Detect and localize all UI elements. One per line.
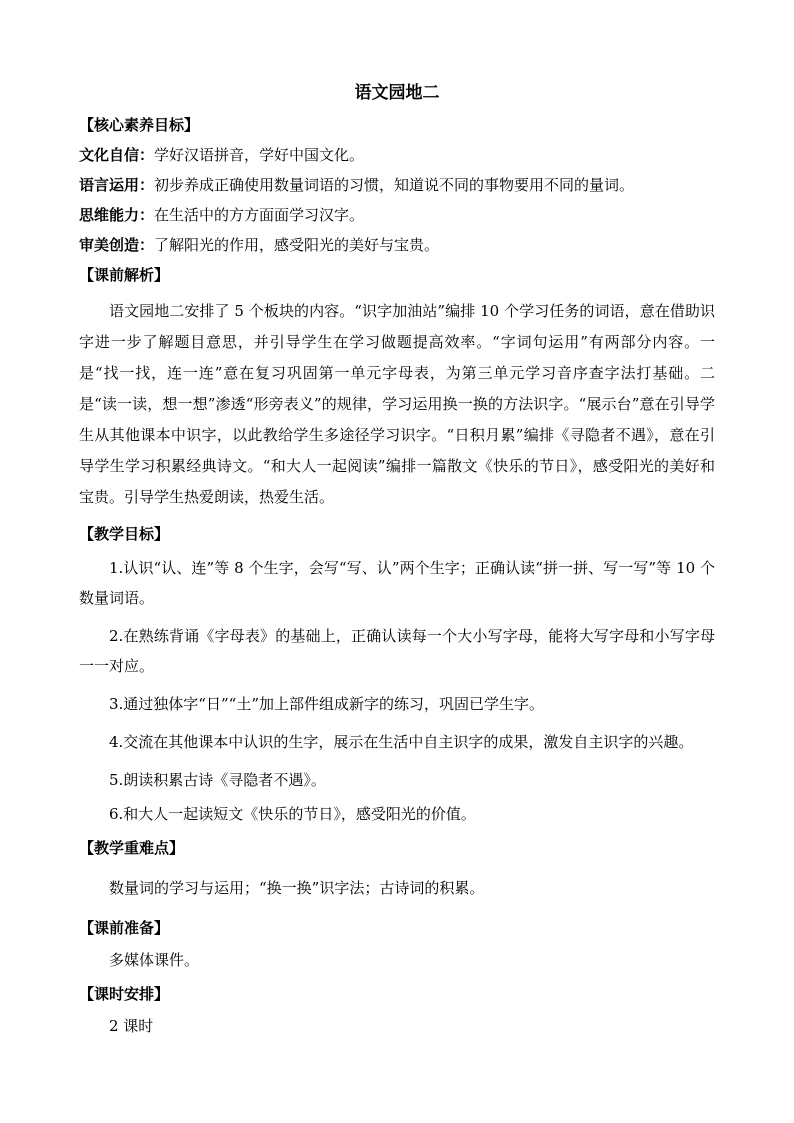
- preparation-heading: 【课前准备】: [79, 919, 170, 937]
- core-goal-text: 在生活中的方方面面学习汉字。: [154, 206, 365, 224]
- core-goal-language: [79, 170, 715, 200]
- key-points-text: 数量词的学习与运用；“换一换”识字法；古诗词的积累。: [109, 879, 485, 897]
- document-page: [79, 70, 715, 1045]
- core-goal-label: 语言运用：: [79, 176, 155, 194]
- core-goals-heading: 【核心素养目标】: [79, 116, 200, 134]
- core-goal-text: 初步养成正确使用数量词语的习惯，知道说不同的事物要用不同的量词。: [154, 176, 635, 194]
- core-goal-label: 思维能力：: [79, 206, 155, 224]
- key-points-heading: 【教学重难点】: [79, 839, 185, 857]
- analysis-paragraph: 语文园地二安排了 5 个板块的内容。“识字加油站”编排 10 个学习任务的词语，意在借助识字进一步了解题目意思，并引导学生在学习做题提高效率。“字词句运用”有两部分内容。一是“找一找，连一连”意在复习巩固第一单元字母表，为第三单元学习音序查字法打基础。二是“读一读，想一想”渗透“形旁表义”的规律，学习运用换一换的方法识字。“展示台”意在引导学生从其他课本中识字，以此教给学生多途径学习识字。“日积月累”编排《寻隐者不遇》，意在引导学生学习积累经典诗文。“和大人一起阅读”编排一篇散文《快乐的节日》，感受阳光的美好和宝贵。引导学生热爱朗读，热爱生活。: [79, 302, 715, 506]
- objectives-heading: 【教学目标】: [79, 525, 170, 543]
- objective-item-5: 5.朗读积累古诗《寻隐者不遇》。: [109, 771, 326, 789]
- core-goal-text: 了解阳光的作用，感受阳光的美好与宝贵。: [154, 236, 440, 254]
- page-title: 语文园地二: [354, 83, 440, 103]
- schedule-heading: 【课时安排】: [79, 985, 170, 1003]
- preparation-text: 多媒体课件。: [109, 951, 200, 969]
- objective-item-6: 6.和大人一起读短文《快乐的节日》，感受阳光的价值。: [109, 805, 476, 823]
- analysis-heading: 【课前解析】: [79, 266, 170, 284]
- core-goal-text: 学好汉语拼音，学好中国文化。: [154, 146, 365, 164]
- objective-item-2: 2.在熟练背诵《字母表》的基础上，正确认读每一个大小写字母，能将大写字母和小写字母一一对应。: [79, 627, 715, 675]
- core-goal-culture: [79, 140, 715, 170]
- core-goal-thinking: [79, 200, 715, 230]
- objective-item-3: 3.通过独体字“日”“土”加上部件组成新字的练习，巩固已学生字。: [109, 695, 544, 713]
- objective-item-4: 4.交流在其他课本中认识的生字，展示在生活中自主识字的成果，激发自主识字的兴趣。: [109, 733, 694, 751]
- schedule-text: 2 课时: [109, 1017, 154, 1035]
- core-goal-label: 审美创造：: [79, 236, 155, 254]
- objective-item-1: 1.认识“认、连”等 8 个生字，会写“写、认”两个生字；正确认读“拼一拼、写一写”等 10 个数量词语。: [79, 559, 715, 607]
- core-goal-label: 文化自信：: [79, 146, 155, 164]
- core-goal-aesthetic: [79, 230, 715, 260]
